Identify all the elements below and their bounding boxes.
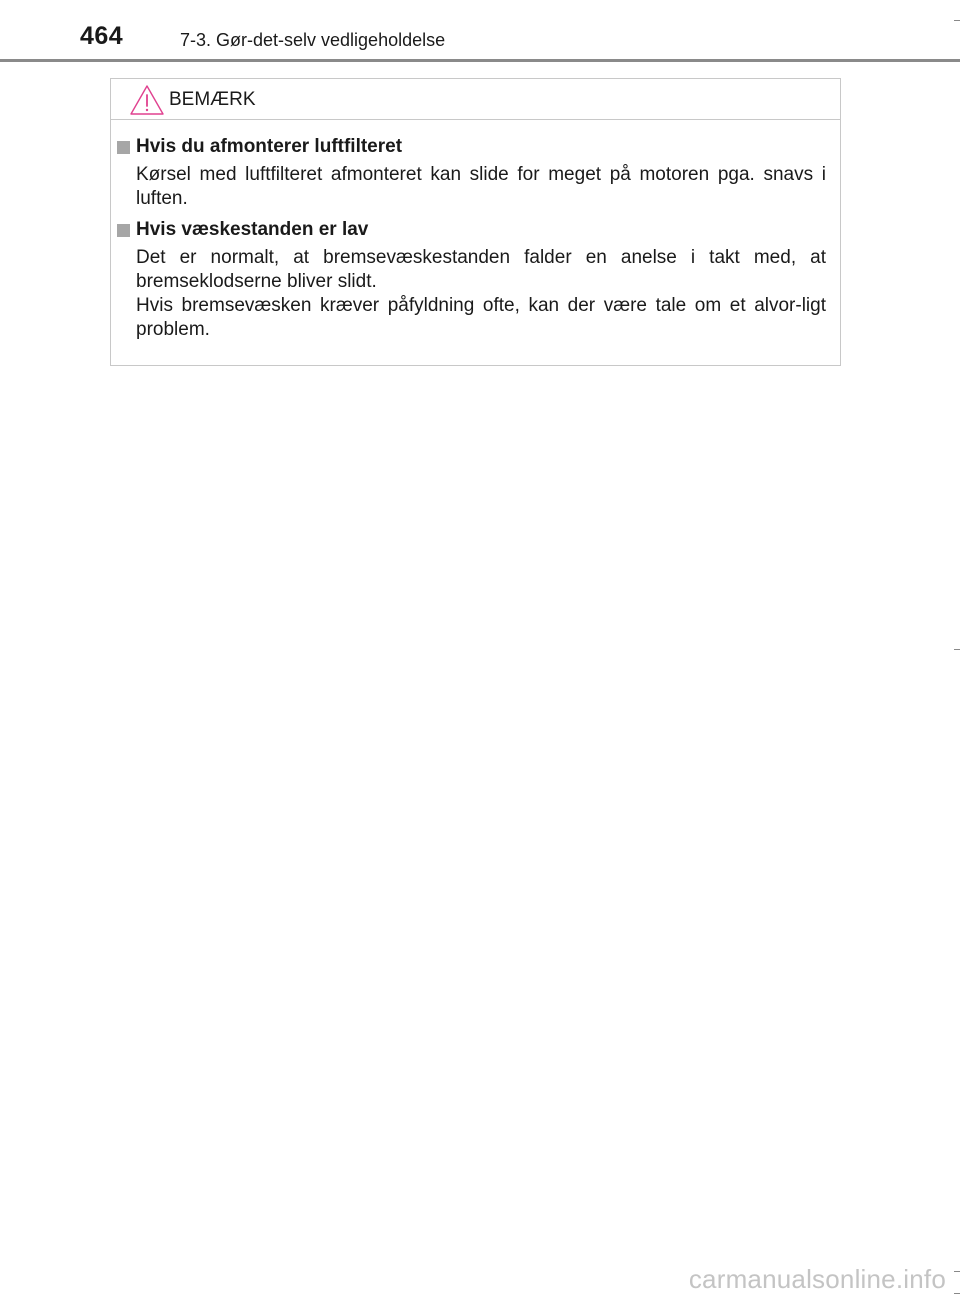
section-title: 7-3. Gør-det-selv vedligeholdelse: [180, 30, 446, 50]
item-paragraph: Hvis bremsevæsken kræver påfyldning ofte, kan der være tale om et alvor-ligt problem.: [136, 295, 826, 340]
crop-mark: [954, 1271, 960, 1272]
item-heading-text: Hvis du afmonterer luftfilteret: [136, 136, 403, 157]
notice-box: [110, 78, 841, 366]
item-paragraph: Kørsel med luftfilteret afmonteret kan slide for meget på motoren pga. snavs i luften.: [136, 164, 826, 209]
page-header: [0, 0, 960, 64]
notice-item-fluid-level: [117, 218, 826, 342]
notice-header: [111, 79, 840, 120]
watermark: carmanualsonline.info: [688, 1264, 946, 1294]
item-paragraph: Det er normalt, at bremsevæskestanden falder en anelse i takt med, at bremseklodserne bliver slidt.: [136, 247, 826, 292]
crop-mark: [954, 20, 960, 21]
square-bullet-icon: [117, 224, 130, 237]
header-rule: [0, 59, 960, 62]
crop-mark: [954, 1293, 960, 1294]
crop-mark: [954, 649, 960, 650]
page-number: 464: [80, 22, 124, 50]
notice-body: [111, 120, 840, 342]
warning-triangle-icon: [129, 84, 165, 116]
notice-title: BEMÆRK: [169, 89, 256, 110]
item-heading-text: Hvis væskestanden er lav: [136, 219, 369, 240]
notice-item-air-filter: [117, 135, 826, 211]
item-heading: [117, 135, 826, 159]
item-heading: [117, 218, 826, 242]
square-bullet-icon: [117, 141, 130, 154]
